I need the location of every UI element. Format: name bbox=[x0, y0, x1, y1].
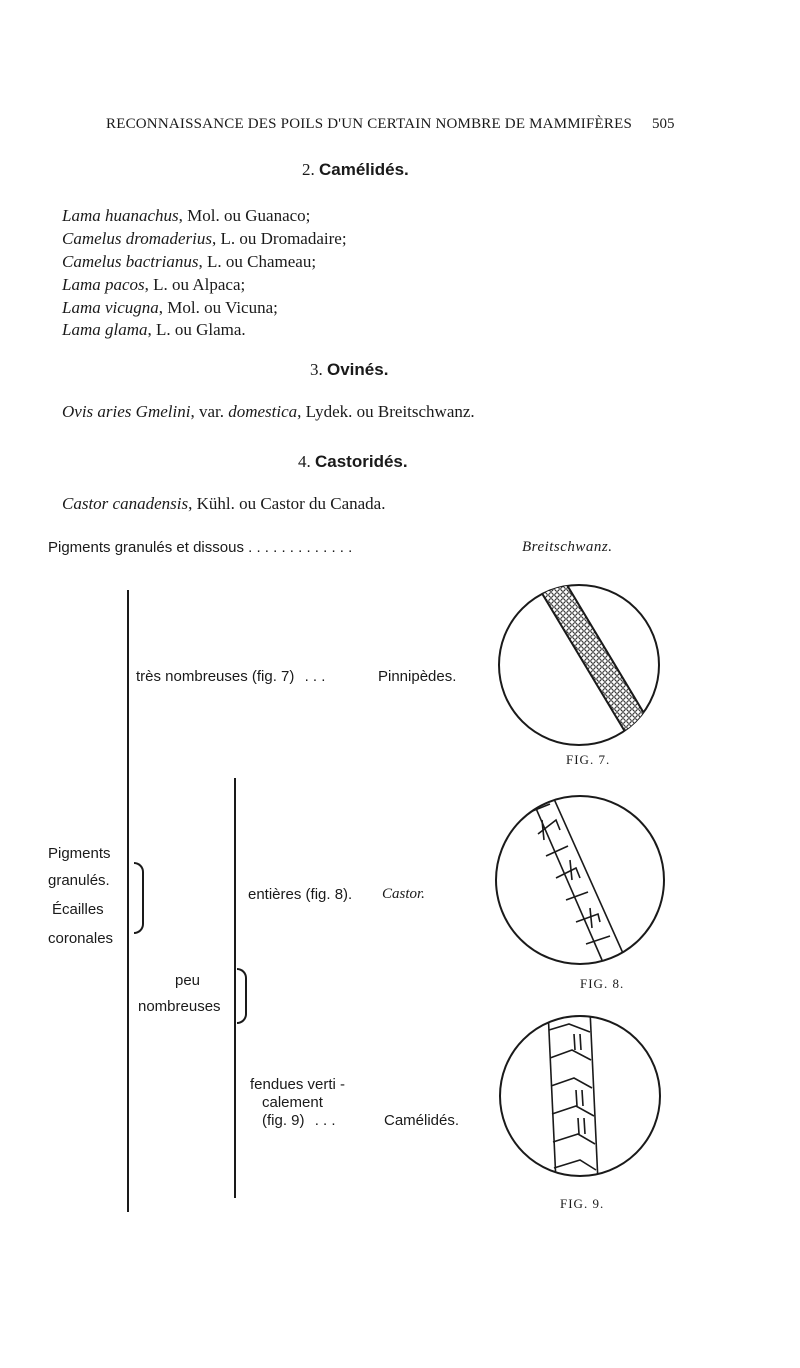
species-line bbox=[62, 275, 245, 295]
species-name: Camelus bactrianus bbox=[62, 252, 199, 271]
species-variety: domestica bbox=[228, 402, 298, 421]
key-branch-c-line2: calement bbox=[262, 1094, 323, 1111]
key-branch-c-result: Camélidés. bbox=[384, 1112, 460, 1129]
species-authority-2: , Lydek. ou Breitschwanz. bbox=[297, 402, 475, 421]
key-sub-brace bbox=[237, 968, 247, 1024]
section-title: Camélidés. bbox=[319, 160, 409, 179]
species-name: Lama vicugna bbox=[62, 298, 159, 317]
species-line bbox=[62, 298, 278, 318]
key-group-brace bbox=[134, 862, 144, 934]
species-name: Ovis aries Gmelini bbox=[62, 402, 191, 421]
figure-7-illustration bbox=[494, 580, 664, 750]
key-sub-label-line2: nombreuses bbox=[138, 998, 221, 1015]
species-line bbox=[62, 206, 310, 226]
species-authority: , L. ou Dromadaire; bbox=[212, 229, 347, 248]
section-heading-camelides bbox=[302, 160, 409, 180]
key-branch-a bbox=[136, 668, 325, 685]
species-name: Lama glama bbox=[62, 320, 148, 339]
key-branch-c-line3 bbox=[262, 1112, 336, 1129]
species-line bbox=[62, 320, 246, 340]
section-number: 2. bbox=[302, 160, 315, 179]
species-authority: , L. ou Chameau; bbox=[198, 252, 317, 271]
key-leader-dots: . . . . . . . . . . . . . bbox=[248, 539, 353, 556]
key-branch-b-result: Castor. bbox=[382, 886, 425, 902]
key-sub-label-line1: peu bbox=[175, 972, 201, 989]
key-branch-c-line1: fendues verti - bbox=[250, 1076, 346, 1093]
species-authority: , Kühl. ou Castor du Canada. bbox=[188, 494, 386, 513]
species-authority: , var. bbox=[190, 402, 229, 421]
species-line bbox=[62, 252, 316, 272]
figure-9-caption: FIG. 9. bbox=[560, 1196, 605, 1211]
species-name: Camelus dromaderius bbox=[62, 229, 213, 248]
key-sub-bracket bbox=[234, 778, 236, 1198]
section-title: Ovinés. bbox=[327, 360, 389, 379]
key-first-result: Breitschwanz. bbox=[522, 539, 613, 555]
species-line bbox=[62, 229, 347, 249]
species-line bbox=[62, 494, 385, 514]
key-first-label: Pigments granulés et dissous bbox=[48, 539, 244, 556]
figure-8-illustration bbox=[490, 790, 670, 970]
figure-7-caption: FIG. 7. bbox=[566, 752, 611, 767]
section-heading-ovines bbox=[310, 360, 388, 380]
key-first-line bbox=[48, 539, 352, 556]
species-authority: , L. ou Glama. bbox=[147, 320, 246, 339]
key-branch-a-label: très nombreuses (fig. 7) bbox=[136, 668, 295, 685]
section-number: 4. bbox=[298, 452, 311, 471]
running-header: RECONNAISSANCE DES POILS D'UN CERTAIN NOMBRE DE MAMMIFÈRES bbox=[106, 116, 632, 132]
species-name: Lama huanachus bbox=[62, 206, 179, 225]
species-name: Lama pacos bbox=[62, 275, 145, 294]
figure-9-illustration bbox=[494, 1010, 666, 1182]
key-leader-dots: . . . bbox=[304, 668, 326, 685]
key-group-label-line4: coronales bbox=[48, 930, 114, 947]
key-group-label-line3: Écailles bbox=[52, 901, 104, 918]
species-name: Castor canadensis bbox=[62, 494, 189, 513]
section-number: 3. bbox=[310, 360, 323, 379]
key-leader-dots: . . . bbox=[314, 1112, 336, 1129]
species-authority: , L. ou Alpaca; bbox=[144, 275, 246, 294]
figure-8-caption: FIG. 8. bbox=[580, 976, 625, 991]
section-heading-castorides bbox=[298, 452, 408, 472]
key-branch-a-result: Pinnipèdes. bbox=[378, 668, 457, 685]
key-group-label-line2: granulés. bbox=[48, 872, 110, 889]
key-branch-c-ref: (fig. 9) bbox=[262, 1112, 305, 1129]
key-branch-b-label: entières (fig. 8). bbox=[248, 886, 353, 903]
species-line bbox=[62, 402, 475, 422]
page-number: 505 bbox=[652, 116, 675, 132]
section-title: Castoridés. bbox=[315, 452, 408, 471]
key-main-bracket bbox=[127, 590, 129, 1212]
key-group-label-line1: Pigments bbox=[48, 845, 111, 862]
species-authority: , Mol. ou Guanaco; bbox=[178, 206, 311, 225]
species-authority: , Mol. ou Vicuna; bbox=[158, 298, 278, 317]
